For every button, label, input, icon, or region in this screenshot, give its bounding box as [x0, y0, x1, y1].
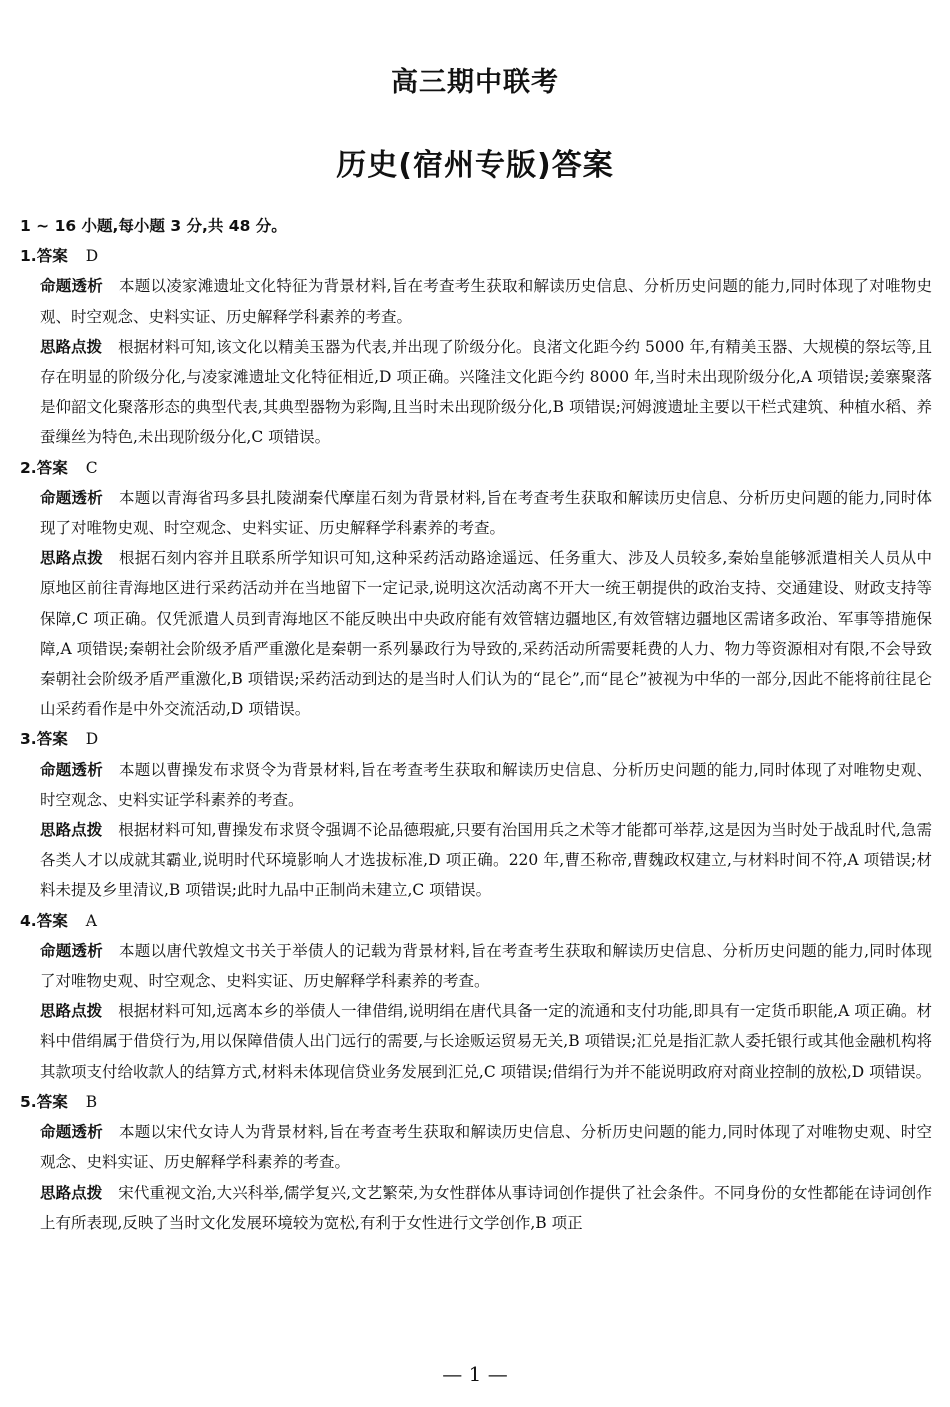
page-subtitle: 历史(宿州专版)答案	[336, 148, 614, 183]
question-number: 3.	[20, 730, 37, 749]
analysis-text: 本题以青海省玛多县扎陵湖秦代摩崖石刻为背景材料,旨在考查考生获取和解读历史信息、分析历史问题的能力,同时体现了对唯物史观、时空观念、史料实证、历史解释学科素养的考查。	[40, 488, 932, 538]
question-block	[20, 724, 932, 905]
hint-label: 思路点拨	[40, 821, 103, 840]
analysis-label: 命题透析	[40, 1123, 103, 1142]
hint-paragraph	[40, 543, 932, 724]
answer-value: D	[85, 730, 99, 749]
analysis-paragraph	[40, 271, 932, 331]
answer-value: D	[85, 247, 99, 266]
analysis-label: 命题透析	[40, 941, 103, 960]
hint-paragraph	[40, 332, 932, 453]
question-number: 5.	[20, 1092, 37, 1111]
question-block	[20, 1087, 932, 1238]
question-header	[20, 1087, 932, 1117]
hint-text: 根据材料可知,远离本乡的举债人一律借绢,说明绢在唐代具备一定的流通和支付功能,即具有一定货币职能,A 项正确。材料中借绢属于借贷行为,用以保障借债人出门远行的需要,与长途贩运贸易无关,B 项错误;汇兑是指汇款人委托银行或其他金融机构将其款项支付给收款人的结算方式,材料未体现信贷业务发展到汇兑,C 项错误;借绢行为并不能说明政府对商业控制的放松,D 项错误。	[40, 1002, 932, 1081]
answer-label: 答案	[36, 247, 68, 266]
analysis-text: 本题以唐代敦煌文书关于举债人的记载为背景材料,旨在考查考生获取和解读历史信息、分析历史问题的能力,同时体现了对唯物史观、时空观念、史料实证、历史解释学科素养的考查。	[40, 941, 932, 991]
answer-label: 答案	[36, 730, 68, 749]
intro-line: 1 ~ 16 小题,每小题 3 分,共 48 分。	[20, 217, 287, 235]
question-block	[20, 241, 932, 452]
analysis-label: 命题透析	[40, 488, 103, 507]
hint-label: 思路点拨	[40, 1002, 103, 1021]
answer-label: 答案	[36, 911, 68, 930]
analysis-label: 命题透析	[40, 760, 103, 779]
hint-paragraph	[40, 815, 932, 906]
analysis-paragraph	[40, 755, 932, 815]
hint-text: 宋代重视文治,大兴科举,儒学复兴,文艺繁荣,为女性群体从事诗词创作提供了社会条件。不同身份的女性都能在诗词创作上有所表现,反映了当时文化发展环境较为宽松,有利于女性进行文学创作,B 项正	[40, 1183, 932, 1232]
analysis-paragraph	[40, 936, 932, 996]
hint-paragraph	[40, 996, 932, 1087]
analysis-paragraph	[40, 483, 932, 543]
question-header	[20, 241, 932, 271]
question-block	[20, 906, 932, 1087]
analysis-text: 本题以凌家滩遗址文化特征为背景材料,旨在考查考生获取和解读历史信息、分析历史问题的能力,同时体现了对唯物史观、时空观念、史料实证、历史解释学科素养的考查。	[40, 277, 932, 326]
hint-label: 思路点拨	[40, 337, 103, 356]
hint-text: 根据材料可知,曹操发布求贤令强调不论品德瑕疵,只要有治国用兵之术等才能都可举荐,这是因为当时处于战乱时代,急需各类人才以成就其霸业,说明时代环境影响人才选拔标准,D 项正确。220 年,曹丕称帝,曹魏政权建立,与材料时间不符,A 项错误;材料未提及乡里清议,B 项错误;此时九品中正制尚未建立,C 项错误。	[40, 821, 932, 900]
answer-content	[20, 211, 932, 1238]
analysis-paragraph	[40, 1117, 932, 1177]
question-header	[20, 453, 932, 483]
hint-paragraph	[40, 1178, 932, 1238]
question-header	[20, 724, 932, 754]
question-block	[20, 453, 932, 725]
question-header	[20, 906, 932, 936]
question-number: 1.	[20, 247, 37, 266]
answer-value: A	[85, 911, 97, 930]
hint-text: 根据石刻内容并且联系所学知识可知,这种采药活动路途遥远、任务重大、涉及人员较多,秦始皇能够派遣相关人员从中原地区前往青海地区进行采药活动并在当地留下一定记录,说明这次活动离不开大一统王朝提供的政治支持、交通建设、财政支持等保障,C 项正确。仅凭派遣人员到青海地区不能反映出中央政府能有效管辖边疆地区,有效管辖边疆地区需诸多政治、军事等措施保障,A 项错误;秦朝社会阶级矛盾严重激化是秦朝一系列暴政行为导致的,采药活动所需要耗费的人力、物力等资源相对有限,不会导致秦朝社会阶级矛盾严重激化,B 项错误;采药活动到达的是当时人们认为的“昆仑”,而“昆仑”被视为中华的一部分,因此不能将前往昆仑山采药看作是中外交流活动,D 项错误。	[40, 549, 932, 719]
analysis-label: 命题透析	[40, 277, 103, 296]
page-title: 高三期中联考	[391, 67, 559, 98]
hint-label: 思路点拨	[40, 1183, 103, 1202]
hint-label: 思路点拨	[40, 549, 103, 568]
page-number: — 1 —	[442, 1362, 508, 1386]
hint-text: 根据材料可知,该文化以精美玉器为代表,并出现了阶级分化。良渚文化距今约 5000 年,有精美玉器、大规模的祭坛等,且存在明显的阶级分化,与凌家滩遗址文化特征相近,D 项正确。兴隆洼文化距今约 8000 年,当时未出现阶级分化,A 项错误;姜寨聚落是仰韶文化聚落形态的典型代表,其典型器物为彩陶,且当时未出现阶级分化,B 项错误;河姆渡遗址主要以干栏式建筑、种植水稻、养蚕缫丝为特色,未出现阶级分化,C 项错误。	[40, 337, 932, 447]
question-number: 4.	[20, 911, 37, 930]
answer-label: 答案	[36, 458, 68, 477]
analysis-text: 本题以曹操发布求贤令为背景材料,旨在考查考生获取和解读历史信息、分析历史问题的能力,同时体现了对唯物史观、时空观念、史料实证学科素养的考查。	[40, 760, 932, 809]
answer-value: C	[85, 458, 98, 477]
analysis-text: 本题以宋代女诗人为背景材料,旨在考查考生获取和解读历史信息、分析历史问题的能力,同时体现了对唯物史观、时空观念、史料实证、历史解释学科素养的考查。	[40, 1123, 932, 1172]
answer-label: 答案	[36, 1092, 68, 1111]
question-number: 2.	[20, 458, 37, 477]
answer-value: B	[85, 1092, 98, 1111]
